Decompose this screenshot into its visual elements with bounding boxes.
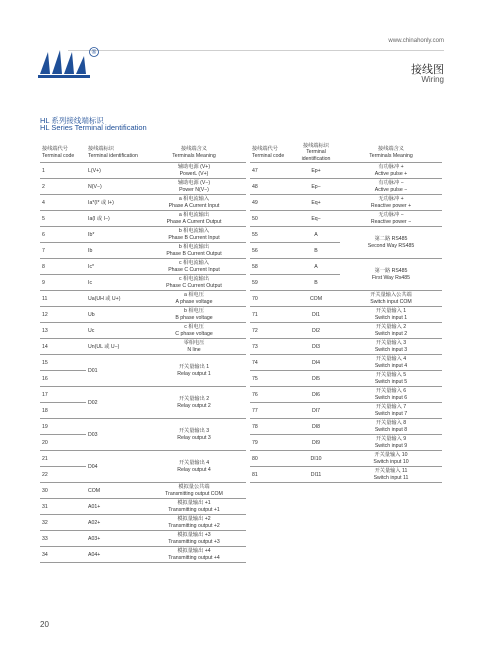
col-header-meaning: 接线端含义 Terminals Meaning — [142, 143, 246, 163]
terminal-meaning-right: 开关量输入 10 Switch input 10 — [340, 451, 442, 467]
table-row — [40, 323, 442, 339]
table-row — [40, 291, 442, 307]
terminal-meaning-right: 开关量输入 5 Switch input 5 — [340, 371, 442, 387]
terminal-code: 8 — [40, 259, 86, 275]
terminal-code-right: 75 — [250, 371, 292, 387]
terminal-ident-right: DI1 — [292, 307, 340, 323]
terminal-code-right: 78 — [250, 419, 292, 435]
terminal-ident-right: DI3 — [292, 339, 340, 355]
table-row — [40, 515, 442, 531]
terminal-ident-right: DI9 — [292, 435, 340, 451]
terminal-ident-right: Ep+ — [292, 163, 340, 179]
terminal-meaning: 开关量输出 4 Relay output 4 — [142, 451, 246, 483]
terminal-code-right: 48 — [250, 179, 292, 195]
terminal-ident: Ib* — [86, 227, 142, 243]
terminal-meaning: 模拟量输出 +2 Transmitting output +2 — [142, 515, 246, 531]
terminal-code: 34 — [40, 547, 86, 563]
terminal-meaning-right: 开关量输入公共端 Switch input COM — [340, 291, 442, 307]
page-number: 20 — [40, 620, 49, 629]
table-row — [40, 547, 442, 563]
table-row — [40, 195, 442, 211]
terminal-code: 15 — [40, 355, 86, 371]
terminal-code-right: 80 — [250, 451, 292, 467]
terminal-ident-right: Eq− — [292, 211, 340, 227]
terminal-code-right: 72 — [250, 323, 292, 339]
page-title-en: Wiring — [421, 75, 444, 84]
terminal-code: 17 — [40, 387, 86, 403]
table-row — [40, 531, 442, 547]
terminal-ident: A01+ — [86, 499, 142, 515]
col-header-meaning-right: 接线端含义 Terminals Meaning — [340, 143, 442, 163]
terminal-ident: A04+ — [86, 547, 142, 563]
terminal-ident: D04 — [86, 451, 142, 483]
terminal-meaning: b 相电压 B phase voltage — [142, 307, 246, 323]
terminal-ident-right: DI8 — [292, 419, 340, 435]
terminal-meaning: 开关量输出 1 Relay output 1 — [142, 355, 246, 387]
col-header-ident: 接线端标识 Terminal identification — [86, 143, 142, 163]
terminal-code-right: 81 — [250, 467, 292, 483]
terminal-ident-right: A — [292, 227, 340, 243]
section-title-cn: HL 系列接线端标识 — [40, 116, 104, 125]
terminal-code: 14 — [40, 339, 86, 355]
table-row — [40, 259, 442, 275]
terminal-code-right: 55 — [250, 227, 292, 243]
company-logo — [36, 46, 100, 80]
terminal-meaning: 模拟量输出 +1 Transmitting output +1 — [142, 499, 246, 515]
terminal-meaning: b 相电流输出 Phase B Current Output — [142, 243, 246, 259]
terminal-meaning: a 相电流输出 Phase A Current Output — [142, 211, 246, 227]
terminal-ident: Uc — [86, 323, 142, 339]
terminal-code-right: 71 — [250, 307, 292, 323]
terminal-ident-right: DI10 — [292, 451, 340, 467]
table-row — [40, 499, 442, 515]
terminal-code: 32 — [40, 515, 86, 531]
registered-mark: ® — [91, 50, 97, 57]
terminal-meaning-right: 开关量输入 3 Switch input 3 — [340, 339, 442, 355]
terminal-ident-right: DI4 — [292, 355, 340, 371]
terminal-table — [40, 143, 442, 563]
terminal-code-right: 47 — [250, 163, 292, 179]
terminal-ident: Ua(UH 或 U+) — [86, 291, 142, 307]
terminal-ident: Ic* — [86, 259, 142, 275]
terminal-code-right: 76 — [250, 387, 292, 403]
terminal-meaning-right: 有功脉冲 + Active pulse + — [340, 163, 442, 179]
terminal-code: 19 — [40, 419, 86, 435]
col-header-code-right: 接线端代号 Terminal code — [250, 143, 292, 163]
col-header-code: 接线端代号 Terminal code — [40, 143, 86, 163]
terminal-meaning-right: 开关量输入 2 Switch input 2 — [340, 323, 442, 339]
terminal-ident: D03 — [86, 419, 142, 451]
terminal-code: 1 — [40, 163, 86, 179]
terminal-code-right: 56 — [250, 243, 292, 259]
col-header-ident-right: 接线端标识 Terminal identification — [292, 143, 340, 163]
terminal-meaning: a 相电压 A phase voltage — [142, 291, 246, 307]
terminal-code-right: 50 — [250, 211, 292, 227]
table-row — [40, 339, 442, 355]
terminal-meaning-right: 开关量输入 6 Switch input 6 — [340, 387, 442, 403]
terminal-ident: N(V−) — [86, 179, 142, 195]
terminal-code: 13 — [40, 323, 86, 339]
terminal-ident: D02 — [86, 387, 142, 419]
terminal-code: 7 — [40, 243, 86, 259]
table-row — [40, 179, 442, 195]
table-row — [40, 355, 442, 371]
page-title-cn: 接线图 — [411, 64, 444, 76]
terminal-ident-right: COM — [292, 291, 340, 307]
terminal-meaning: c 相电流输出 Phase C Current Output — [142, 275, 246, 291]
terminal-code: 11 — [40, 291, 86, 307]
terminal-ident: Un(UL 或 U−) — [86, 339, 142, 355]
terminal-ident-right: B — [292, 275, 340, 291]
terminal-meaning: 零相电压 N line — [142, 339, 246, 355]
terminal-meaning: b 相电流输入 Phase B Current Input — [142, 227, 246, 243]
terminal-code: 33 — [40, 531, 86, 547]
terminal-meaning-right: 开关量输入 8 Switch input 8 — [340, 419, 442, 435]
terminal-code-right: 58 — [250, 259, 292, 275]
terminal-meaning-right: 开关量输入 7 Switch input 7 — [340, 403, 442, 419]
table-row — [40, 451, 442, 467]
terminal-ident-right: DI11 — [292, 467, 340, 483]
terminal-code: 5 — [40, 211, 86, 227]
terminal-code-right: 73 — [250, 339, 292, 355]
terminal-meaning: 辅助电源 (V+) PowerL (V+) — [142, 163, 246, 179]
terminal-ident: Ia*(I* 或 I+) — [86, 195, 142, 211]
terminal-code-right: 49 — [250, 195, 292, 211]
terminal-code-right: 70 — [250, 291, 292, 307]
terminal-code-right: 59 — [250, 275, 292, 291]
section-title-en: HL Series Terminal identification — [40, 123, 147, 132]
terminal-ident-right: Ep− — [292, 179, 340, 195]
terminal-code: 4 — [40, 195, 86, 211]
terminal-code: 9 — [40, 275, 86, 291]
terminal-ident-right: DI6 — [292, 387, 340, 403]
terminal-meaning: 开关量输出 3 Relay output 3 — [142, 419, 246, 451]
terminal-ident: A03+ — [86, 531, 142, 547]
table-row — [40, 227, 442, 243]
table-row — [40, 163, 442, 179]
terminal-ident-right: DI2 — [292, 323, 340, 339]
terminal-code: 20 — [40, 435, 86, 451]
terminal-code-right: 79 — [250, 435, 292, 451]
website-url: www.chinahonly.com — [388, 38, 444, 44]
terminal-meaning: a 相电流输入 Phase A Current Input — [142, 195, 246, 211]
terminal-ident: D01 — [86, 355, 142, 387]
table-row — [40, 307, 442, 323]
terminal-meaning: 模拟量输出 +3 Transmitting output +3 — [142, 531, 246, 547]
terminal-meaning: c 相电压 C phase voltage — [142, 323, 246, 339]
table-header-row — [40, 143, 442, 163]
terminal-meaning: 模拟量公共端 Transmitting output COM — [142, 483, 246, 499]
terminal-code: 12 — [40, 307, 86, 323]
header-rule — [68, 50, 444, 51]
terminal-meaning-right: 开关量输入 1 Switch input 1 — [340, 307, 442, 323]
terminal-ident: A02+ — [86, 515, 142, 531]
terminal-code: 6 — [40, 227, 86, 243]
terminal-code-right: 77 — [250, 403, 292, 419]
terminal-meaning-right: 开关量输入 11 Switch input 11 — [340, 467, 442, 483]
terminal-code: 31 — [40, 499, 86, 515]
table-row — [40, 387, 442, 403]
terminal-code: 30 — [40, 483, 86, 499]
terminal-ident: COM — [86, 483, 142, 499]
terminal-ident-right: DI7 — [292, 403, 340, 419]
terminal-meaning: c 相电流输入 Phase C Current Input — [142, 259, 246, 275]
terminal-ident: Ia(I 或 I−) — [86, 211, 142, 227]
terminal-meaning-right: 开关量输入 9 Switch input 9 — [340, 435, 442, 451]
table-row — [40, 483, 442, 499]
terminal-ident: L(V+) — [86, 163, 142, 179]
terminal-code: 2 — [40, 179, 86, 195]
terminal-ident-right: DI5 — [292, 371, 340, 387]
terminal-meaning-right: 开关量输入 4 Switch input 4 — [340, 355, 442, 371]
terminal-meaning-right: 无功脉冲 − Reactive power − — [340, 211, 442, 227]
terminal-ident: Ub — [86, 307, 142, 323]
terminal-ident: Ic — [86, 275, 142, 291]
terminal-meaning: 开关量输出 2 Relay output 2 — [142, 387, 246, 419]
terminal-meaning-right: 第一路 RS485 First Way Rs485 — [340, 259, 442, 291]
terminal-meaning-right: 无功脉冲 + Reactive power + — [340, 195, 442, 211]
terminal-code-right: 74 — [250, 355, 292, 371]
table-row — [40, 419, 442, 435]
table-row — [40, 211, 442, 227]
terminal-code: 16 — [40, 371, 86, 387]
terminal-code: 21 — [40, 451, 86, 467]
terminal-ident-right: B — [292, 243, 340, 259]
terminal-ident: Ib — [86, 243, 142, 259]
terminal-meaning: 模拟量输出 +4 Transmitting output +4 — [142, 547, 246, 563]
terminal-code: 18 — [40, 403, 86, 419]
terminal-ident-right: Eq+ — [292, 195, 340, 211]
terminal-meaning: 辅助电源 (V−) Power N(V−) — [142, 179, 246, 195]
terminal-code: 22 — [40, 467, 86, 483]
terminal-meaning-right: 第二路 RS485 Second Way RS485 — [340, 227, 442, 259]
terminal-meaning-right: 有功脉冲 − Active pulse − — [340, 179, 442, 195]
terminal-ident-right: A — [292, 259, 340, 275]
